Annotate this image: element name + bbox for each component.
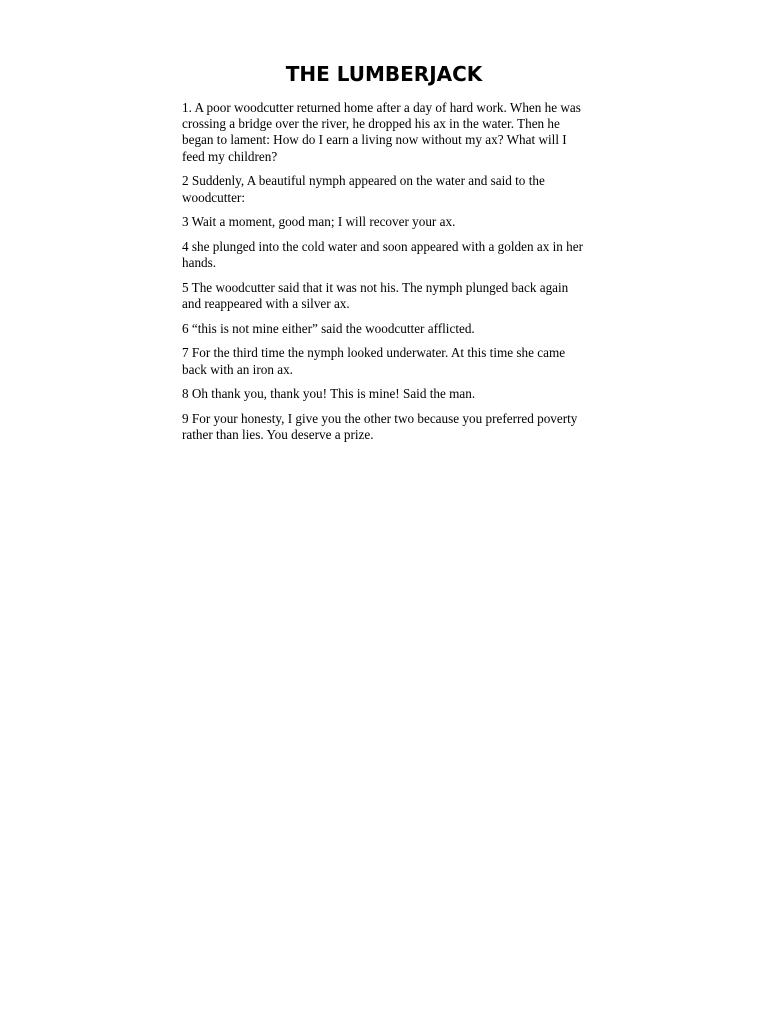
paragraph-1: 1. A poor woodcutter returned home after a day of hard work. When he was crossing a bridge over the river, he dropped his ax in the water. Then he began to lament: How do I earn a living now without my ax? What will I feed my children? xyxy=(182,100,581,164)
paragraph-6: 6 “this is not mine either” said the woodcutter afflicted. xyxy=(182,320,475,336)
paragraph-4: 4 she plunged into the cold water and soon appeared with a golden ax in her hands. xyxy=(182,238,584,271)
paragraph-7: 7 For the third time the nymph looked underwater. At this time she came back with an iron ax. xyxy=(182,345,566,377)
paragraph-9: 9 For your honesty, I give you the other two because you preferred poverty rather than lies. You deserve a prize. xyxy=(182,411,578,443)
paragraph-8: 8 Oh thank you, thank you! This is mine! Said the man. xyxy=(182,386,476,402)
paragraph-5: 5 The woodcutter said that it was not his. The nymph plunged back again and reappeared with a silver ax. xyxy=(182,279,569,312)
paragraph-3: 3 Wait a moment, good man; I will recover your ax. xyxy=(182,214,456,230)
page-title: THE LUMBERJACK xyxy=(285,62,483,86)
paragraph-2: 2 Suddenly, A beautiful nymph appeared on the water and said to the woodcutter: xyxy=(182,173,545,205)
document-body xyxy=(182,60,586,452)
